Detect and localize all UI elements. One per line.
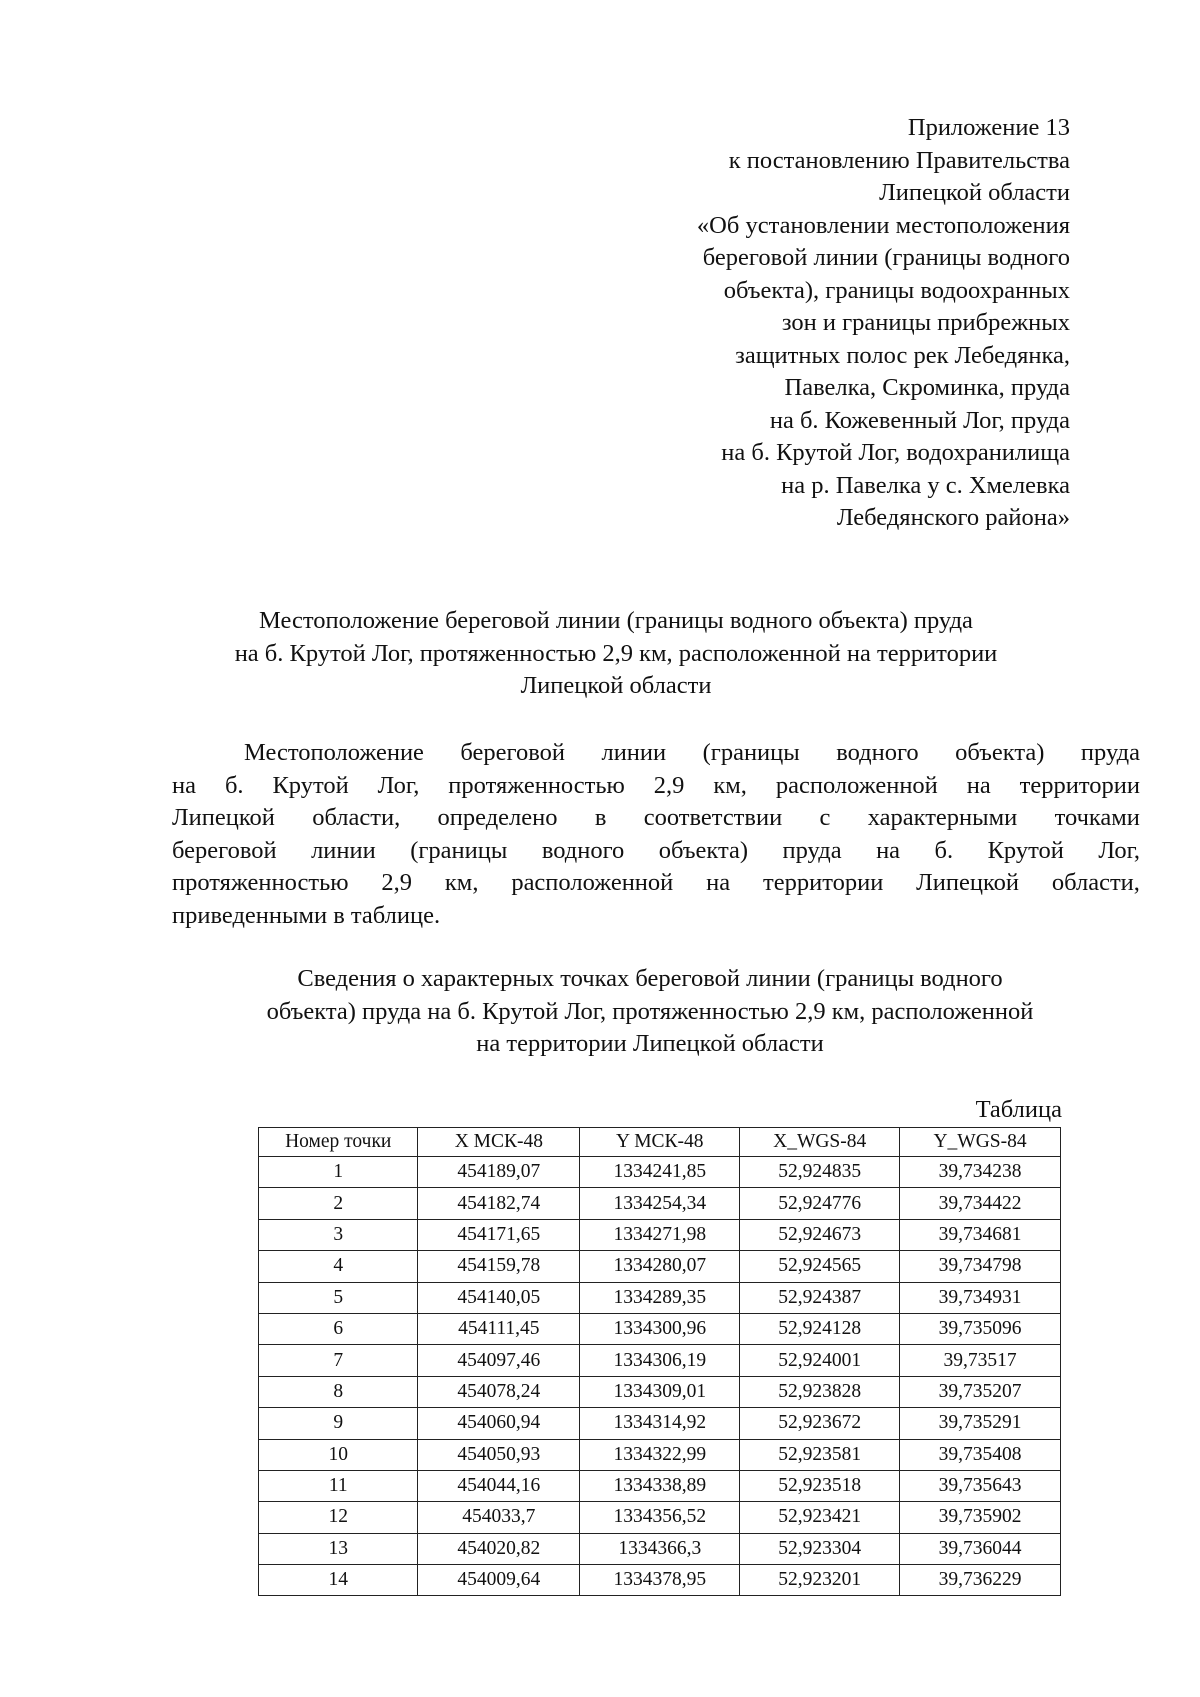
table-cell: 8 bbox=[259, 1376, 418, 1407]
table-cell: 454097,46 bbox=[418, 1345, 580, 1376]
table-cell: 454060,94 bbox=[418, 1408, 580, 1439]
word: 2,9 bbox=[381, 869, 413, 896]
word: пруда bbox=[782, 836, 842, 864]
table-cell: 1334271,98 bbox=[580, 1219, 740, 1250]
annex-line: на р. Павелка у с. Хмелевка bbox=[781, 471, 1070, 499]
caption-line: Сведения о характерных точках береговой линии (границы водного bbox=[297, 965, 1003, 992]
word: Крутой bbox=[987, 836, 1064, 864]
word: б. bbox=[934, 836, 954, 864]
word: протяженностью bbox=[172, 869, 349, 896]
annex-line: Приложение 13 bbox=[907, 114, 1070, 141]
table-cell: 1334300,96 bbox=[580, 1313, 740, 1344]
column-header: X МСК-48 bbox=[418, 1128, 580, 1157]
word: точками bbox=[1054, 804, 1140, 831]
table-label: Таблица bbox=[975, 1096, 1062, 1123]
annex-line: к постановлению Правительства bbox=[728, 146, 1070, 174]
table-row bbox=[259, 1565, 1061, 1596]
word: Липецкой bbox=[172, 804, 275, 831]
table-cell: 39,736044 bbox=[900, 1533, 1061, 1564]
table-row bbox=[259, 1313, 1061, 1344]
table-row bbox=[259, 1188, 1061, 1219]
table-row bbox=[259, 1376, 1061, 1407]
word: территории bbox=[1019, 771, 1140, 799]
word: определено bbox=[437, 804, 558, 831]
word: характерными bbox=[867, 804, 1018, 831]
word: области, bbox=[1051, 869, 1140, 896]
table-cell: 1334366,3 bbox=[580, 1533, 740, 1564]
word: на bbox=[966, 771, 991, 799]
word: водного bbox=[836, 739, 919, 766]
table-header-row bbox=[259, 1128, 1061, 1157]
word: береговой bbox=[172, 836, 277, 864]
word: соответствии bbox=[643, 804, 783, 831]
annex-line: зон и границы прибрежных bbox=[781, 309, 1070, 336]
table-cell: 39,735902 bbox=[900, 1502, 1061, 1533]
table-cell: 14 bbox=[259, 1565, 418, 1596]
word: (границы bbox=[410, 836, 508, 864]
table-cell: 454189,07 bbox=[418, 1157, 580, 1188]
word: км, bbox=[713, 771, 747, 799]
table-cell: 5 bbox=[259, 1282, 418, 1313]
table-cell: 39,73517 bbox=[900, 1345, 1061, 1376]
paragraph-line bbox=[172, 737, 1140, 770]
coordinates-table bbox=[258, 1127, 1061, 1596]
table-cell: 39,734422 bbox=[900, 1188, 1061, 1219]
word: на bbox=[172, 771, 196, 799]
word: б. bbox=[224, 771, 244, 799]
table-cell: 52,923421 bbox=[740, 1502, 900, 1533]
table-cell: 1334309,01 bbox=[580, 1376, 740, 1407]
caption-line: на территории Липецкой области bbox=[476, 1030, 824, 1057]
word: Лог, bbox=[1098, 836, 1140, 864]
body-paragraph bbox=[172, 737, 1140, 932]
table-cell: 6 bbox=[259, 1313, 418, 1344]
table-cell: 454009,64 bbox=[418, 1565, 580, 1596]
table-cell: 454033,7 bbox=[418, 1502, 580, 1533]
table-cell: 454050,93 bbox=[418, 1439, 580, 1470]
table-cell: 1334241,85 bbox=[580, 1157, 740, 1188]
table-cell: 4 bbox=[259, 1251, 418, 1282]
title-line: Местоположение береговой линии (границы водного объекта) пруда bbox=[259, 607, 973, 634]
paragraph-line bbox=[172, 867, 1140, 900]
table-cell: 1334280,07 bbox=[580, 1251, 740, 1282]
table-row bbox=[259, 1345, 1061, 1376]
table-row bbox=[259, 1533, 1061, 1564]
table-cell: 1334289,35 bbox=[580, 1282, 740, 1313]
table-cell: 52,924001 bbox=[740, 1345, 900, 1376]
table-row bbox=[259, 1408, 1061, 1439]
table-cell: 9 bbox=[259, 1408, 418, 1439]
table-cell: 454111,45 bbox=[418, 1313, 580, 1344]
word: Лог, bbox=[377, 771, 420, 799]
word: объекта) bbox=[658, 836, 749, 864]
table-cell: 52,924835 bbox=[740, 1157, 900, 1188]
table-cell: 52,924673 bbox=[740, 1219, 900, 1250]
word: в bbox=[594, 804, 607, 831]
annex-line: защитных полос рек Лебедянка, bbox=[735, 341, 1070, 369]
table-cell: 454159,78 bbox=[418, 1251, 580, 1282]
word: расположенной bbox=[775, 771, 938, 799]
annex-reference bbox=[590, 112, 1070, 535]
title-line: Липецкой области bbox=[520, 672, 712, 699]
table-cell: 39,734798 bbox=[900, 1251, 1061, 1282]
table-cell: 52,924128 bbox=[740, 1313, 900, 1344]
table-cell: 10 bbox=[259, 1439, 418, 1470]
table-cell: 39,735096 bbox=[900, 1313, 1061, 1344]
word: 2,9 bbox=[653, 771, 685, 799]
annex-line: на б. Крутой Лог, водохранилища bbox=[721, 439, 1070, 466]
table-row bbox=[259, 1282, 1061, 1313]
table-cell: 454078,24 bbox=[418, 1376, 580, 1407]
word: объекта) bbox=[955, 739, 1045, 766]
word: протяженностью bbox=[448, 771, 625, 799]
word: территории bbox=[763, 869, 884, 896]
table-cell: 39,735643 bbox=[900, 1470, 1061, 1501]
table-row bbox=[259, 1251, 1061, 1282]
annex-line: Липецкой области bbox=[879, 179, 1070, 206]
table-cell: 39,734238 bbox=[900, 1157, 1061, 1188]
word: с bbox=[819, 804, 831, 831]
word: Крутой bbox=[272, 771, 349, 799]
paragraph-line bbox=[172, 802, 1140, 835]
word: Местоположение bbox=[244, 739, 424, 766]
table-cell: 52,923518 bbox=[740, 1470, 900, 1501]
table-cell: 454171,65 bbox=[418, 1219, 580, 1250]
table-row bbox=[259, 1439, 1061, 1470]
annex-line: Павелка, Скроминка, пруда bbox=[784, 374, 1070, 401]
annex-line: на б. Кожевенный Лог, пруда bbox=[769, 406, 1070, 434]
table-cell: 1334356,52 bbox=[580, 1502, 740, 1533]
table-cell: 1334314,92 bbox=[580, 1408, 740, 1439]
table-cell: 1334322,99 bbox=[580, 1439, 740, 1470]
table-cell: 12 bbox=[259, 1502, 418, 1533]
table-cell: 7 bbox=[259, 1345, 418, 1376]
table-cell: 454182,74 bbox=[418, 1188, 580, 1219]
table-cell: 52,923672 bbox=[740, 1408, 900, 1439]
table-cell: 454044,16 bbox=[418, 1470, 580, 1501]
word: области, bbox=[312, 804, 401, 831]
table-row bbox=[259, 1502, 1061, 1533]
table-cell: 1334254,34 bbox=[580, 1188, 740, 1219]
table-cell: 52,924565 bbox=[740, 1251, 900, 1282]
table-cell: 39,734681 bbox=[900, 1219, 1061, 1250]
table-cell: 454140,05 bbox=[418, 1282, 580, 1313]
word: водного bbox=[541, 836, 625, 864]
paragraph-line bbox=[172, 835, 1140, 868]
table-cell: 1334378,95 bbox=[580, 1565, 740, 1596]
annex-line: объекта), границы водоохранных bbox=[723, 276, 1070, 304]
table-row bbox=[259, 1470, 1061, 1501]
table-cell: 52,923828 bbox=[740, 1376, 900, 1407]
table-row bbox=[259, 1219, 1061, 1250]
table-cell: 39,735207 bbox=[900, 1376, 1061, 1407]
annex-line: «Об установлении местоположения bbox=[696, 211, 1070, 239]
table-cell: 39,734931 bbox=[900, 1282, 1061, 1313]
table-cell: 3 bbox=[259, 1219, 418, 1250]
word: пруда bbox=[1080, 739, 1140, 766]
annex-line: Лебедянского района» bbox=[836, 504, 1070, 531]
word: линии bbox=[601, 739, 667, 766]
word: Липецкой bbox=[916, 869, 1020, 896]
word: расположенной bbox=[511, 869, 674, 896]
table-cell: 52,924776 bbox=[740, 1188, 900, 1219]
table-cell: 39,735291 bbox=[900, 1408, 1061, 1439]
annex-line: береговой линии (границы водного bbox=[702, 244, 1070, 271]
word: линии bbox=[311, 836, 376, 864]
table-cell: 52,923304 bbox=[740, 1533, 900, 1564]
column-header: Номер точки bbox=[259, 1128, 418, 1157]
table-row bbox=[259, 1157, 1061, 1188]
table-cell: 1334306,19 bbox=[580, 1345, 740, 1376]
title-line: на б. Крутой Лог, протяженностью 2,9 км, расположенной на территории bbox=[234, 639, 998, 667]
table-caption bbox=[170, 963, 1130, 1061]
table-cell: 454020,82 bbox=[418, 1533, 580, 1564]
table-cell: 39,736229 bbox=[900, 1565, 1061, 1596]
column-header: X_WGS-84 bbox=[740, 1128, 900, 1157]
table-body bbox=[259, 1157, 1061, 1596]
word: береговой bbox=[460, 739, 565, 766]
caption-line: объекта) пруда на б. Крутой Лог, протяженностью 2,9 км, расположенной bbox=[266, 997, 1034, 1025]
table-cell: 1334338,89 bbox=[580, 1470, 740, 1501]
word: (границы bbox=[702, 739, 800, 766]
column-header: Y МСК-48 bbox=[580, 1128, 740, 1157]
document-title bbox=[170, 605, 1062, 703]
table-cell: 52,923581 bbox=[740, 1439, 900, 1470]
word: км, bbox=[444, 869, 479, 896]
paragraph-line: приведенными в таблице. bbox=[172, 901, 441, 929]
table-cell: 52,924387 bbox=[740, 1282, 900, 1313]
word: на bbox=[706, 869, 731, 896]
paragraph-line bbox=[172, 770, 1140, 803]
column-header: Y_WGS-84 bbox=[900, 1128, 1061, 1157]
table-cell: 13 bbox=[259, 1533, 418, 1564]
table-cell: 2 bbox=[259, 1188, 418, 1219]
table-cell: 52,923201 bbox=[740, 1565, 900, 1596]
table-cell: 1 bbox=[259, 1157, 418, 1188]
table-cell: 11 bbox=[259, 1470, 418, 1501]
word: на bbox=[876, 836, 901, 864]
table-cell: 39,735408 bbox=[900, 1439, 1061, 1470]
